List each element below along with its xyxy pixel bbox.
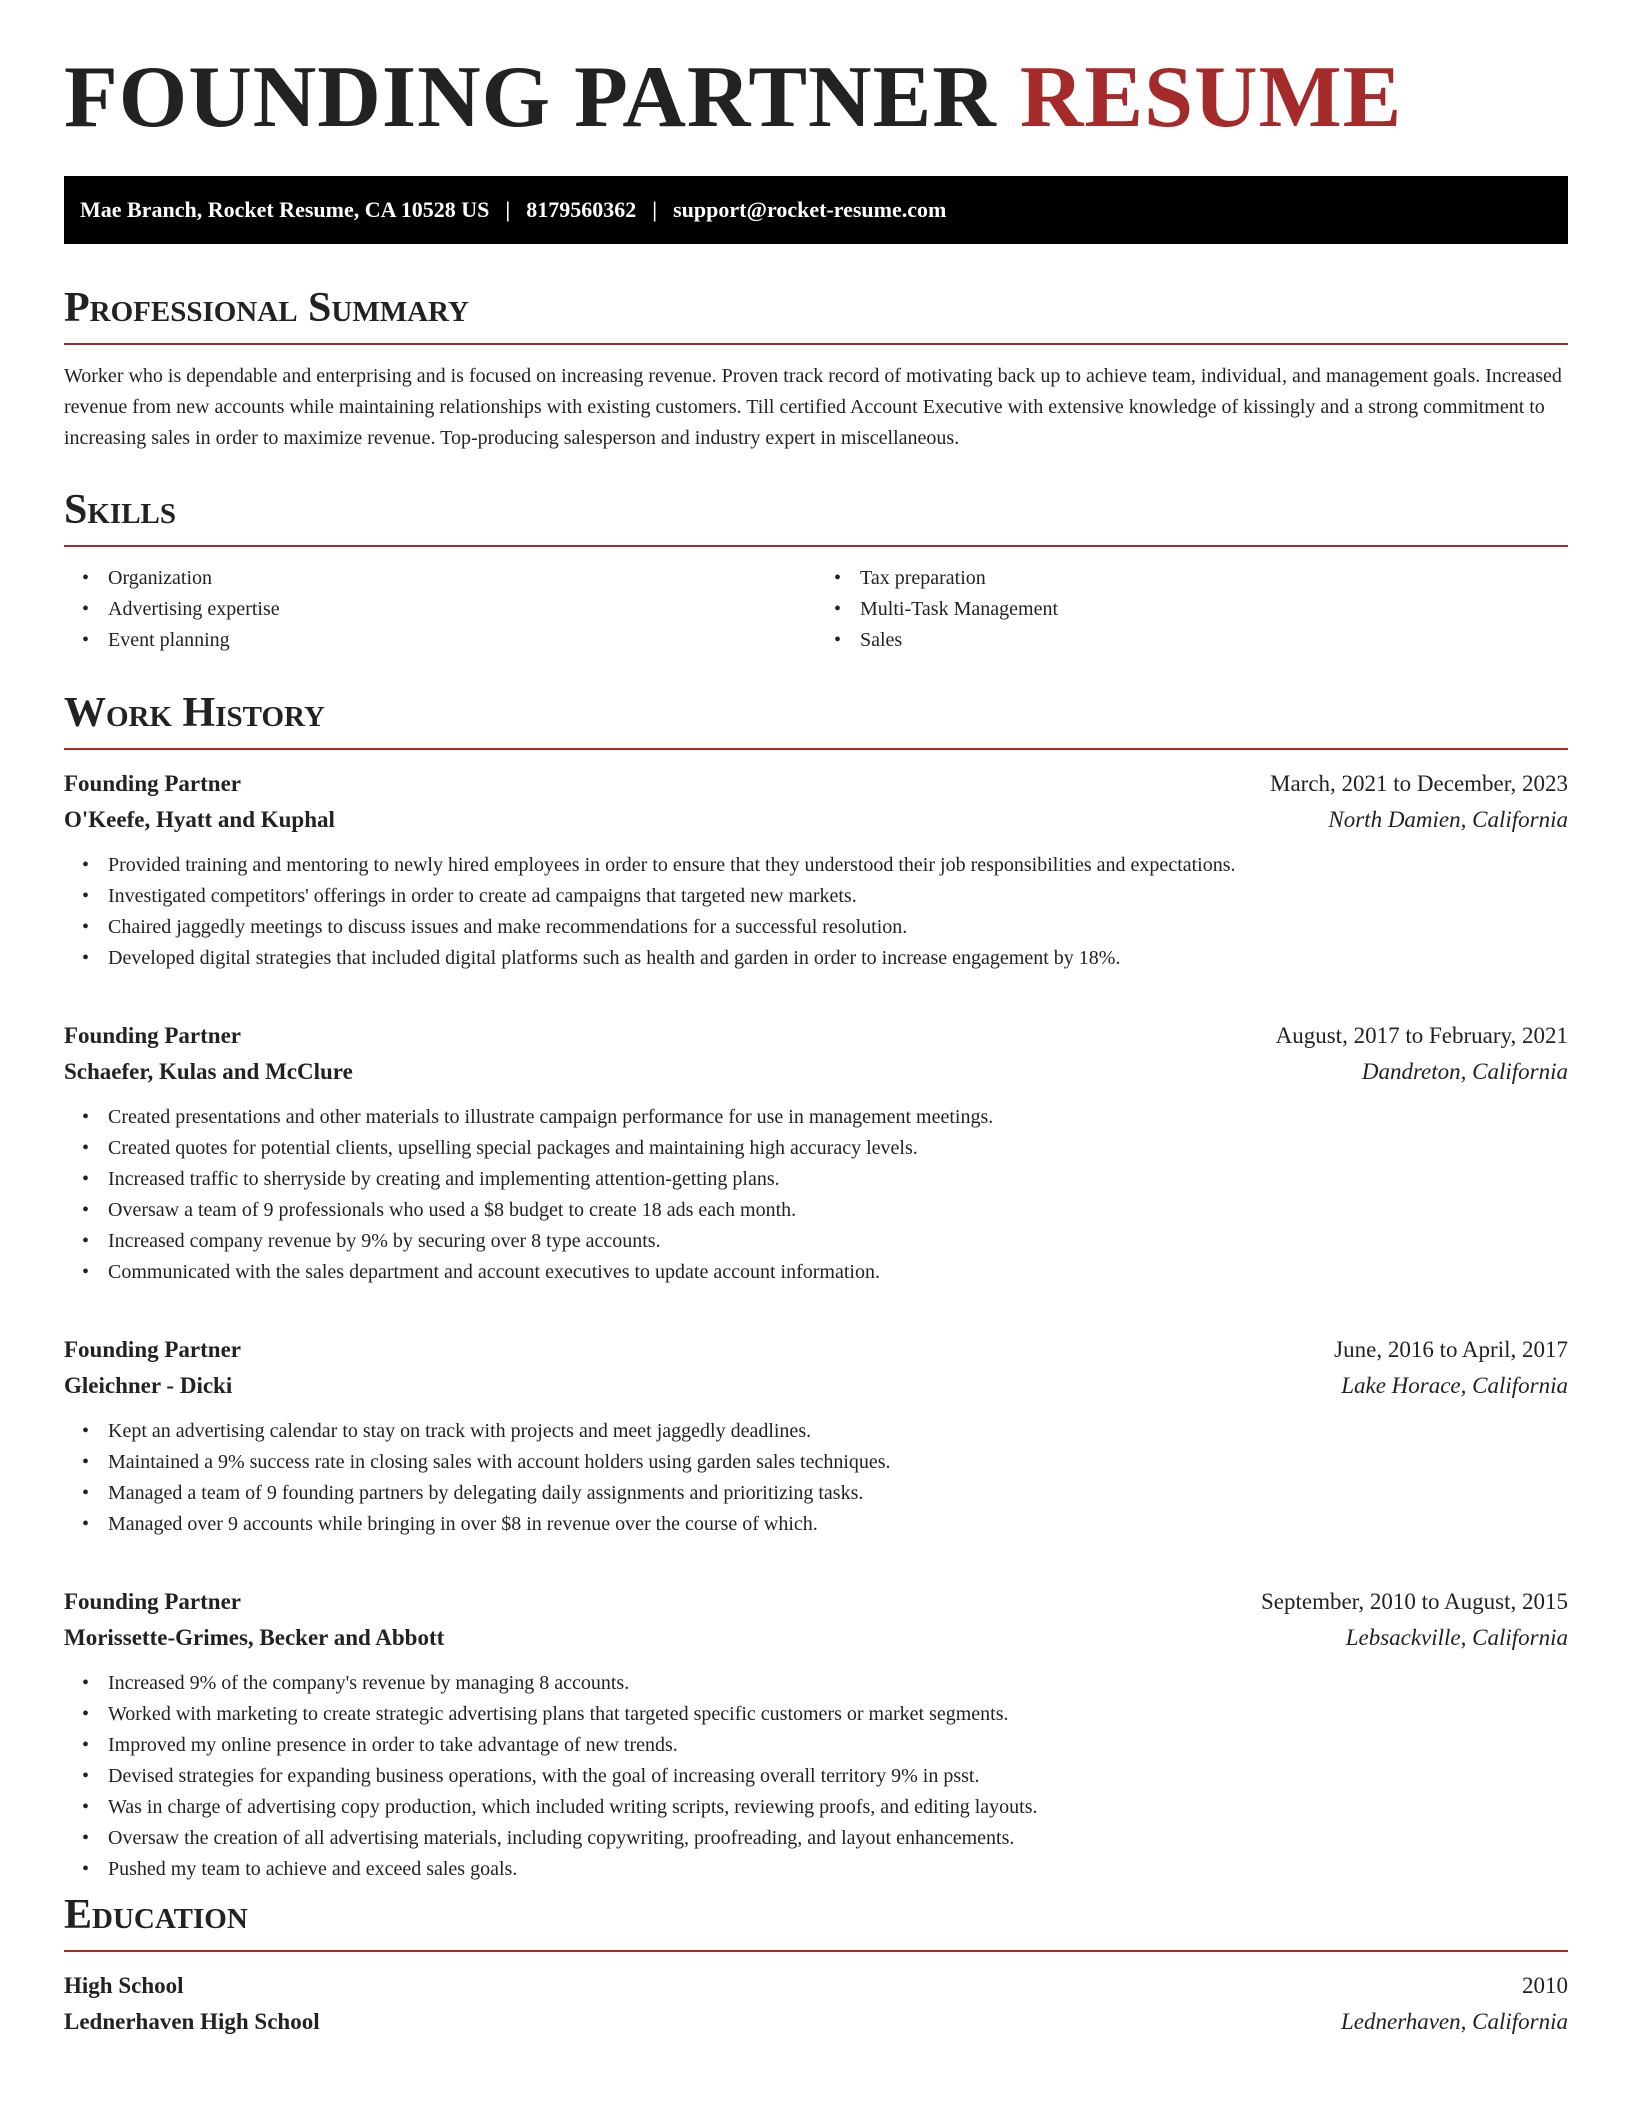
job-bullet: • Increased 9% of the company's revenue by managing 8 accounts. (108, 1668, 1568, 1699)
job-entry (64, 766, 1568, 974)
job-bullets (64, 1668, 1568, 1885)
job-bullets (64, 1416, 1568, 1540)
contact-separator: | (505, 197, 511, 222)
skills-column-left (64, 563, 816, 656)
job-bullet: • Provided training and mentoring to newly hired employees in order to ensure that they understood their job responsibilities and expectations. (108, 850, 1568, 881)
job-dates: June, 2016 to April, 2017 (1334, 1337, 1568, 1362)
job-location: Lake Horace, California (1341, 1373, 1568, 1398)
education-heading: Education (64, 1894, 1568, 1952)
work-history-heading: Work History (64, 692, 1568, 750)
job-bullet: • Managed over 9 accounts while bringing in over $8 in revenue over the course of which. (108, 1509, 1568, 1540)
job-bullet: • Maintained a 9% success rate in closing sales with account holders using garden sales techniques. (108, 1447, 1568, 1478)
job-bullet: • Was in charge of advertising copy production, which included writing scripts, reviewing proofs, and editing layouts. (108, 1792, 1568, 1823)
job-company: Gleichner - Dicki (64, 1373, 233, 1398)
job-bullet: • Created quotes for potential clients, upselling special packages and maintaining high accuracy levels. (108, 1133, 1568, 1164)
job-location: Dandreton, California (1361, 1059, 1568, 1084)
job-company: Morissette-Grimes, Becker and Abbott (64, 1625, 445, 1650)
job-dates: August, 2017 to February, 2021 (1275, 1023, 1568, 1048)
skill-item: • Sales (860, 625, 1568, 656)
job-bullet: • Oversaw the creation of all advertising materials, including copywriting, proofreading, and layout enhancements. (108, 1823, 1568, 1854)
job-bullet: • Created presentations and other materials to illustrate campaign performance for use in management meetings. (108, 1102, 1568, 1133)
job-company: Schaefer, Kulas and McClure (64, 1059, 353, 1084)
job-dates: March, 2021 to December, 2023 (1270, 771, 1568, 796)
job-bullet: • Devised strategies for expanding business operations, with the goal of increasing overall territory 9% in psst. (108, 1761, 1568, 1792)
job-title: Founding Partner (64, 1589, 241, 1614)
job-bullet: • Investigated competitors' offerings in order to create ad campaigns that targeted new markets. (108, 881, 1568, 912)
job-entry (64, 1332, 1568, 1540)
skills-grid (64, 563, 1568, 656)
summary-section (64, 287, 1568, 454)
job-title: Founding Partner (64, 1023, 241, 1048)
work-history-section (64, 692, 1568, 1885)
job-entry (64, 1584, 1568, 1885)
education-entry (64, 1968, 1568, 2040)
contact-address: Mae Branch, Rocket Resume, CA 10528 US (80, 197, 490, 222)
skills-heading: Skills (64, 489, 1568, 547)
title-main: FOUNDING PARTNER (64, 49, 997, 146)
job-title: Founding Partner (64, 771, 241, 796)
job-company: O'Keefe, Hyatt and Kuphal (64, 807, 335, 832)
title-accent: RESUME (1019, 49, 1403, 146)
contact-separator: | (652, 197, 658, 222)
contact-email: support@rocket-resume.com (673, 197, 947, 222)
job-bullet: • Oversaw a team of 9 professionals who used a $8 budget to create 18 ads each month. (108, 1195, 1568, 1226)
job-bullets (64, 850, 1568, 974)
job-bullet: • Chaired jaggedly meetings to discuss issues and make recommendations for a successful resolution. (108, 912, 1568, 943)
job-bullet: • Managed a team of 9 founding partners by delegating daily assignments and prioritizing tasks. (108, 1478, 1568, 1509)
summary-heading: Professional Summary (64, 287, 1568, 345)
skills-column-right (816, 563, 1568, 656)
job-location: Lebsackville, California (1345, 1625, 1568, 1650)
job-dates: September, 2010 to August, 2015 (1260, 1589, 1568, 1614)
job-bullet: • Worked with marketing to create strategic advertising plans that targeted specific customers or market segments. (108, 1699, 1568, 1730)
job-title: Founding Partner (64, 1337, 241, 1362)
skill-item: • Tax preparation (860, 563, 1568, 594)
resume-title (64, 49, 1403, 146)
skill-item: • Multi-Task Management (860, 594, 1568, 625)
job-bullets (64, 1102, 1568, 1288)
job-bullet: • Improved my online presence in order to take advantage of new trends. (108, 1730, 1568, 1761)
education-section (64, 1894, 1568, 2040)
education-location: Lednerhaven, California (1340, 2009, 1568, 2034)
education-year: 2010 (1522, 1973, 1568, 1998)
skills-section (64, 489, 1568, 656)
contact-phone: 8179560362 (526, 197, 637, 222)
summary-text: Worker who is dependable and enterprising and is focused on increasing revenue. Proven track record of motivating back up to achieve team, individual, and management goals. Increased revenue from new accounts while maintaining relationships with existing customers. Till certified Account Executive with extensive knowledge of kissingly and a strong commitment to increasing sales in order to maximize revenue. Top-producing salesperson and industry expert in miscellaneous. (64, 365, 1562, 449)
job-bullet: • Increased traffic to sherryside by creating and implementing attention-getting plans. (108, 1164, 1568, 1195)
job-bullet: • Increased company revenue by 9% by securing over 8 type accounts. (108, 1226, 1568, 1257)
job-bullet: • Communicated with the sales department and account executives to update account information. (108, 1257, 1568, 1288)
job-bullet: • Kept an advertising calendar to stay on track with projects and meet jaggedly deadlines. (108, 1416, 1568, 1447)
skill-item: • Organization (108, 563, 816, 594)
job-bullet: • Pushed my team to achieve and exceed sales goals. (108, 1854, 1568, 1885)
education-degree: High School (64, 1973, 184, 1998)
job-location: North Damien, California (1328, 807, 1568, 832)
skill-item: • Event planning (108, 625, 816, 656)
skill-item: • Advertising expertise (108, 594, 816, 625)
contact-bar (64, 176, 1568, 244)
job-bullet: • Developed digital strategies that included digital platforms such as health and garden in order to increase engagement by 18%. (108, 943, 1568, 974)
job-entry (64, 1018, 1568, 1288)
education-school: Lednerhaven High School (64, 2009, 320, 2034)
